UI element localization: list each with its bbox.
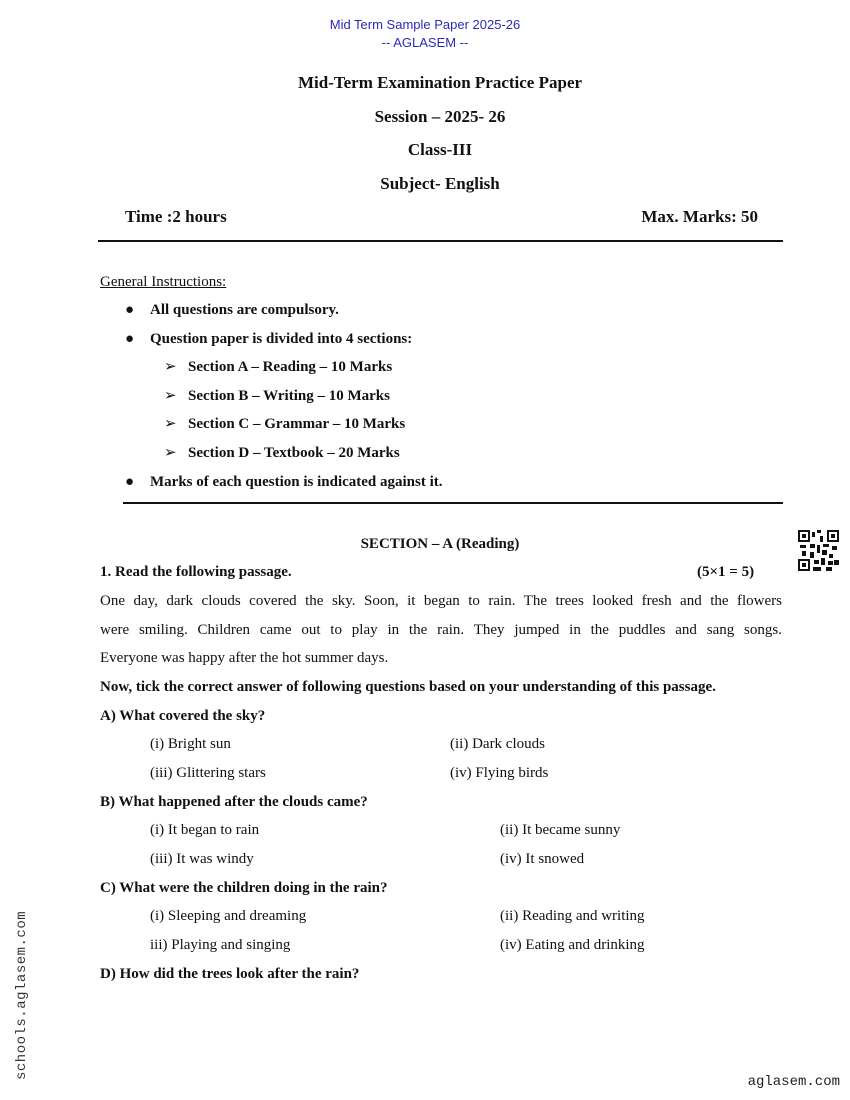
question-1-marks: (5×1 = 5) bbox=[697, 564, 755, 580]
bullet-icon: ● bbox=[125, 474, 135, 490]
passage-line: One day, dark clouds covered the sky. Soon, it began to rain. The trees looked fresh and the flowers bbox=[100, 593, 782, 609]
divider bbox=[98, 240, 783, 242]
question-d: D) How did the trees look after the rain? bbox=[100, 966, 360, 982]
option[interactable]: (iv) Eating and drinking bbox=[500, 937, 645, 953]
question-b: B) What happened after the clouds came? bbox=[100, 794, 368, 810]
option[interactable]: (iv) It snowed bbox=[500, 851, 585, 867]
arrow-bullet-icon: ➢ bbox=[164, 388, 177, 404]
section-item: Section C – Grammar – 10 Marks bbox=[188, 416, 406, 432]
option[interactable]: iii) Playing and singing bbox=[150, 937, 291, 953]
side-watermark: schools.aglasem.com bbox=[14, 910, 30, 1080]
passage-instruction: Now, tick the correct answer of following questions based on your understanding of this passage. bbox=[100, 679, 716, 695]
section-item: Section B – Writing – 10 Marks bbox=[188, 388, 390, 404]
option[interactable]: (i) Sleeping and dreaming bbox=[150, 908, 307, 924]
paper-subject: Subject- English bbox=[380, 174, 500, 193]
footer-watermark: aglasem.com bbox=[747, 1074, 840, 1090]
passage-line: Everyone was happy after the hot summer days. bbox=[100, 650, 389, 666]
paper-title: Mid-Term Examination Practice Paper bbox=[297, 73, 583, 92]
arrow-bullet-icon: ➢ bbox=[164, 445, 177, 461]
section-a-heading: SECTION – A (Reading) bbox=[360, 536, 520, 552]
option[interactable]: (ii) It became sunny bbox=[500, 822, 621, 838]
paper-time: Time :2 hours bbox=[125, 207, 227, 226]
section-item: Section A – Reading – 10 Marks bbox=[188, 359, 393, 375]
divider bbox=[123, 502, 783, 504]
arrow-bullet-icon: ➢ bbox=[164, 416, 177, 432]
header-line2: -- AGLASEM -- bbox=[381, 35, 469, 50]
instruction-3: Marks of each question is indicated against it. bbox=[150, 474, 443, 490]
option[interactable]: (ii) Dark clouds bbox=[450, 736, 545, 752]
question-a: A) What covered the sky? bbox=[100, 708, 266, 724]
qr-code-icon bbox=[798, 530, 839, 571]
passage-line: were smiling. Children came out to play in the rain. They jumped in the puddles and sang songs. bbox=[100, 622, 782, 638]
option[interactable]: (iv) Flying birds bbox=[450, 765, 549, 781]
bullet-icon: ● bbox=[125, 302, 135, 318]
arrow-bullet-icon: ➢ bbox=[164, 359, 177, 375]
option[interactable]: (iii) Glittering stars bbox=[150, 765, 266, 781]
question-c: C) What were the children doing in the rain? bbox=[100, 880, 388, 896]
option[interactable]: (ii) Reading and writing bbox=[500, 908, 645, 924]
section-item: Section D – Textbook – 20 Marks bbox=[188, 445, 400, 461]
instruction-2: Question paper is divided into 4 sections: bbox=[150, 331, 413, 347]
option[interactable]: (iii) It was windy bbox=[150, 851, 254, 867]
question-1: 1. Read the following passage. bbox=[100, 564, 292, 580]
paper-max-marks: Max. Marks: 50 bbox=[641, 207, 758, 226]
paper-class: Class-III bbox=[407, 140, 473, 159]
header-line1: Mid Term Sample Paper 2025-26 bbox=[329, 17, 521, 32]
instruction-1: All questions are compulsory. bbox=[150, 302, 339, 318]
option[interactable]: (i) It began to rain bbox=[150, 822, 260, 838]
option[interactable]: (i) Bright sun bbox=[150, 736, 231, 752]
bullet-icon: ● bbox=[125, 331, 135, 347]
paper-session: Session – 2025- 26 bbox=[374, 107, 506, 126]
instructions-heading: General Instructions: bbox=[100, 274, 227, 290]
